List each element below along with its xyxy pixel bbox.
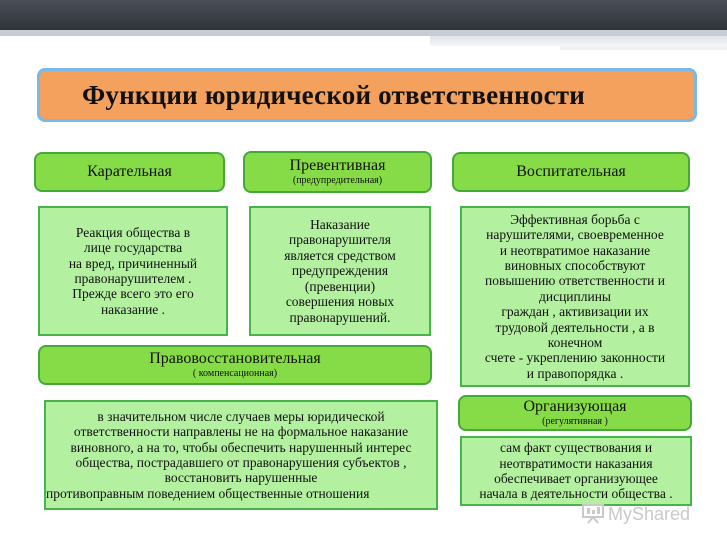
text-line: повышению ответственности и — [485, 273, 665, 289]
diagram-title — [37, 68, 697, 122]
text-line: на вред, причиненный — [68, 255, 198, 271]
text-line: Наказание — [310, 217, 370, 233]
text-line: ответственности направлены не на формальное наказание — [73, 424, 409, 440]
text-line: обеспечивает организующее — [494, 471, 658, 486]
preventive-title: Превентивная — [289, 157, 386, 174]
text-line: наказание . — [100, 301, 166, 317]
text-line: лице государства — [83, 240, 183, 256]
text-line: счете - укреплению законности — [484, 350, 666, 366]
text-line: правонарушений. — [289, 309, 391, 325]
text-line: конечном — [547, 335, 603, 351]
text-line: виновного, а на то, чтобы обеспечить нарушенный интерес — [70, 439, 412, 455]
text-line: совершения новых — [285, 294, 395, 310]
text-line: общества, пострадавшего от правонарушения субъектов , — [75, 455, 407, 470]
top-bar — [0, 0, 727, 30]
text-line: нарушителями, своевременное — [486, 227, 664, 243]
organizing-subtitle: (регулятивная ) — [542, 416, 608, 427]
top-stripe-accent-2 — [560, 46, 727, 50]
text-line: (превенции) — [304, 278, 376, 294]
text-line: начала в деятельности общества . — [479, 486, 673, 502]
text-line: сам факт существования и — [499, 440, 653, 456]
presentation-icon — [582, 504, 604, 524]
text-line: правонарушителя — [289, 232, 391, 248]
text-line: Реакция общества в — [75, 224, 191, 240]
text-line: и неотвратимое наказание — [499, 242, 651, 258]
text-line: граждан , активизации их — [501, 304, 649, 320]
text-line: восстановить нарушенные — [164, 470, 318, 486]
punitive-header — [34, 152, 225, 192]
text-line: дисциплины — [538, 288, 611, 304]
restorative-subtitle: ( компенсационная) — [192, 368, 278, 379]
top-stripe-accent — [430, 36, 727, 46]
educational-title: Воспитательная — [516, 163, 626, 180]
restorative-header — [38, 345, 432, 385]
preventive-subtitle: (предупредительная) — [292, 175, 383, 186]
preventive-body — [249, 206, 431, 336]
punitive-title: Карательная — [87, 163, 172, 180]
text-line: правонарушителем . — [74, 271, 192, 286]
text-line: является средством — [284, 247, 396, 263]
text-line: предупреждения — [291, 263, 389, 279]
restorative-body — [44, 400, 438, 510]
punitive-body — [38, 206, 228, 336]
watermark-text: MyShared — [608, 503, 691, 524]
text-line: трудовой деятельности , а в — [495, 319, 655, 335]
preventive-header — [243, 151, 432, 193]
text-line: Эффективная борьба с — [510, 211, 640, 227]
restorative-title: Правовосстановительная — [149, 350, 321, 367]
organizing-title: Организующая — [523, 398, 627, 415]
text-line: Прежде всего это его — [72, 286, 194, 302]
educational-header — [452, 152, 690, 192]
organizing-header — [458, 395, 692, 431]
text-line: противоправным поведением общественные отношения — [46, 485, 370, 501]
text-line: и правопорядка . — [526, 365, 624, 381]
text-line: неотвратимости наказания — [499, 455, 653, 471]
diagram-title-text: Функции юридической ответственности — [82, 79, 585, 110]
organizing-body — [460, 436, 692, 506]
text-line: виновных способствуют — [504, 257, 646, 273]
educational-body — [460, 206, 690, 387]
text-line: в значительном числе случаев меры юридической — [97, 408, 385, 424]
watermark — [582, 501, 690, 527]
